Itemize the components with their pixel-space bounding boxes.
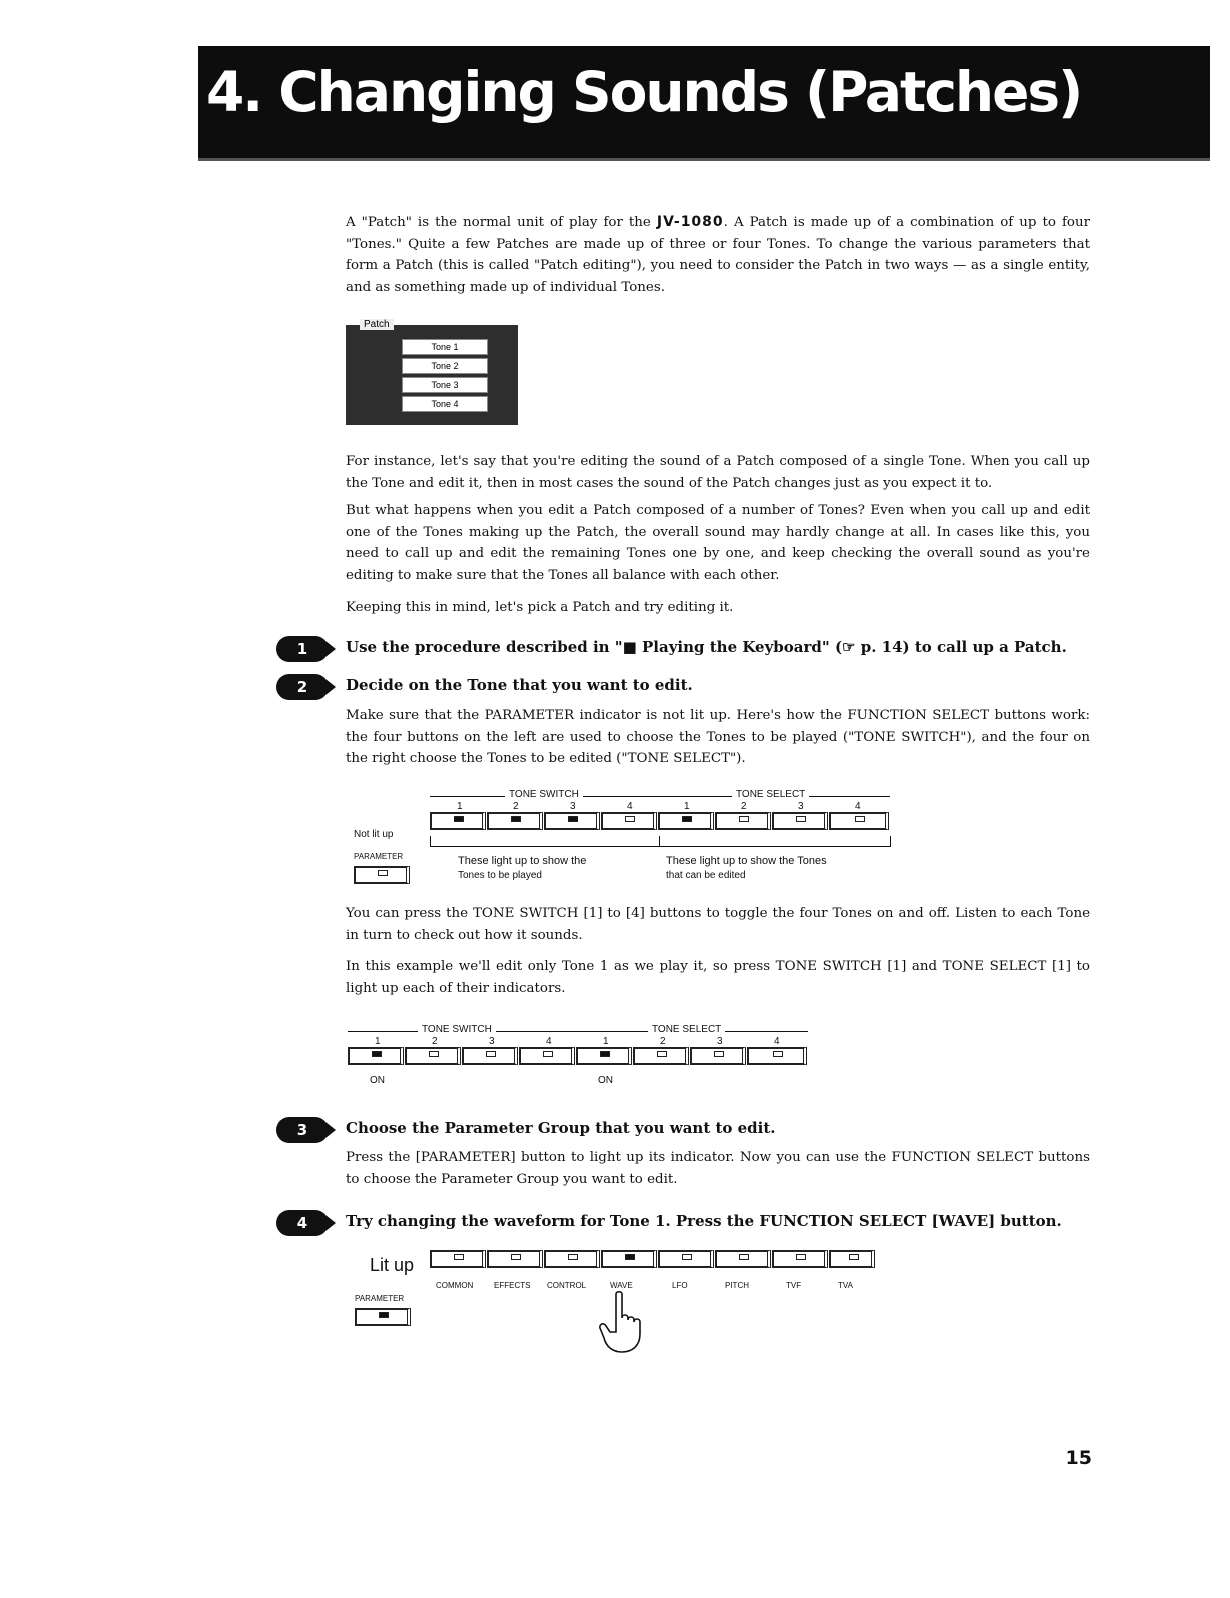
btn-num: 4 <box>774 1036 780 1047</box>
chapter-banner <box>198 46 1210 161</box>
brand-logo: JV-1080 <box>656 214 724 230</box>
paragraph-2: But what happens when you edit a Patch composed of a number of Tones? Even when you call up and edit one of the Tones making up the Patch, the overall sound may hardly change at all. In cases like this, you need to call up and edit the remaining Tones one by one, and keep checking the overall sound as you're editing to make sure that the Tones all balance with each other. <box>346 503 1090 583</box>
btn-num: 2 <box>513 801 519 812</box>
lfo-button[interactable] <box>658 1250 714 1268</box>
tone-box-2: Tone 2 <box>402 358 488 374</box>
btn-num: 2 <box>660 1036 666 1047</box>
parameter-label: PARAMETER <box>354 852 404 861</box>
btn-num: 3 <box>717 1036 723 1047</box>
btn-num: 4 <box>855 801 861 812</box>
parameter-button[interactable] <box>355 1308 411 1326</box>
patch-diagram <box>346 319 518 425</box>
step-3 <box>276 1115 328 1145</box>
group-label-wave: WAVE <box>610 1281 633 1290</box>
group-label-lfo: LFO <box>672 1281 688 1290</box>
btn-num: 3 <box>489 1036 495 1047</box>
intro-text-1: A "Patch" is the normal unit of play for the <box>346 215 657 230</box>
page-number: 15 <box>1065 1447 1092 1469</box>
tone-switch-3-button[interactable] <box>462 1047 518 1065</box>
tone-select-1-button[interactable] <box>658 812 714 830</box>
step-3-body: Press the [PARAMETER] button to light up its indicator. Now you can use the FUNCTION SELECT buttons to choose the Parameter Group you want to edit. <box>346 1150 1090 1187</box>
step-number-badge: 4 <box>276 1210 328 1236</box>
btn-num: 3 <box>798 801 804 812</box>
btn-num: 3 <box>570 801 576 812</box>
group-label-common: COMMON <box>436 1281 474 1290</box>
step-2-body: Make sure that the PARAMETER indicator is not lit up. Here's how the FUNCTION SELECT buttons work: the four buttons on the left are used to choose the Tones to be played ("TONE SWITCH"), and the four on the right choose the Tones to be edited ("TONE SELECT"). <box>346 708 1090 767</box>
tone-switch-2-button[interactable] <box>487 812 543 830</box>
effects-button[interactable] <box>487 1250 543 1268</box>
patch-label: Patch <box>360 319 394 330</box>
common-button[interactable] <box>430 1250 486 1268</box>
group-label-control: CONTROL <box>547 1281 587 1290</box>
tone-box-3: Tone 3 <box>402 377 488 393</box>
tone-select-3-button[interactable] <box>772 812 828 830</box>
tone-switch-label: TONE SWITCH <box>418 1024 496 1035</box>
intro-paragraph <box>346 212 1090 298</box>
tone-box-4: Tone 4 <box>402 396 488 412</box>
caption-left-1: These light up to show the <box>458 855 587 867</box>
on-label-right: ON <box>598 1075 613 1086</box>
step-2-body-2: You can press the TONE SWITCH [1] to [4] buttons to toggle the four Tones on and off. Listen to each Tone in turn to check out how it sounds. <box>346 906 1090 943</box>
tone-switch-1-button[interactable] <box>430 812 486 830</box>
caption-right-2: that can be edited <box>666 870 746 881</box>
tvf-button[interactable] <box>772 1250 828 1268</box>
tone-switch-2-button[interactable] <box>405 1047 461 1065</box>
group-label-tva: TVA <box>838 1281 853 1290</box>
caption-right-1: These light up to show the Tones <box>666 855 827 867</box>
step-1 <box>276 634 328 664</box>
pointing-hand-icon <box>596 1290 646 1354</box>
pitch-button[interactable] <box>715 1250 771 1268</box>
on-label-left: ON <box>370 1075 385 1086</box>
paragraph-1: For instance, let's say that you're editing the sound of a Patch composed of a single Tone. When you call up the Tone and edit it, then in most cases the sound of the Patch changes just as you expect it to. <box>346 454 1090 491</box>
tone-select-2-button[interactable] <box>715 812 771 830</box>
tone-select-4-button[interactable] <box>747 1047 807 1065</box>
step-1-heading: Use the procedure described in "■ Playing the Keyboard" (☞ p. 14) to call up a Patch. <box>346 638 1067 656</box>
step-3-heading: Choose the Parameter Group that you want to edit. <box>346 1119 776 1137</box>
btn-num: 2 <box>432 1036 438 1047</box>
bracket-top <box>348 1031 808 1033</box>
parameter-button[interactable] <box>354 866 410 884</box>
tva-button[interactable] <box>829 1250 875 1268</box>
step-number-badge: 3 <box>276 1117 328 1143</box>
step-2-body-3: In this example we'll edit only Tone 1 as we play it, so press TONE SWITCH [1] and TONE SELECT [1] to light up each of their indicators. <box>346 959 1090 996</box>
step-4 <box>276 1208 328 1238</box>
bracket-top <box>430 796 890 798</box>
caption-left-2: Tones to be played <box>458 870 542 881</box>
tone-switch-4-button[interactable] <box>601 812 657 830</box>
bracket-left <box>430 836 660 847</box>
step-number-badge: 2 <box>276 674 328 700</box>
step-4-heading: Try changing the waveform for Tone 1. Press the FUNCTION SELECT [WAVE] button. <box>346 1212 1062 1230</box>
intro-text-2: . A Patch is made up of a combination of up to four "Tones." Quite a few Patches are made up of three or four Tones. To change the various parameters that form a Patch (this is called "Patch editing"), you need to consider the Patch in two ways — as a single entity, and as something made up of individual Tones. <box>346 215 1090 295</box>
tone-switch-1-button[interactable] <box>348 1047 404 1065</box>
tone-switch-label: TONE SWITCH <box>505 789 583 800</box>
tone-select-2-button[interactable] <box>633 1047 689 1065</box>
tone-select-1-button[interactable] <box>576 1047 632 1065</box>
btn-num: 1 <box>684 801 690 812</box>
tone-box-1: Tone 1 <box>402 339 488 355</box>
wave-button[interactable] <box>601 1250 657 1268</box>
tone-select-label: TONE SELECT <box>648 1024 725 1035</box>
lit-up-label: Lit up <box>370 1255 415 1275</box>
btn-num: 1 <box>375 1036 381 1047</box>
step-number-badge: 1 <box>276 636 328 662</box>
parameter-label: PARAMETER <box>355 1294 405 1303</box>
group-label-effects: EFFECTS <box>494 1281 531 1290</box>
btn-num: 1 <box>457 801 463 812</box>
group-label-tvf: TVF <box>786 1281 802 1290</box>
btn-num: 4 <box>546 1036 552 1047</box>
tone-switch-4-button[interactable] <box>519 1047 575 1065</box>
btn-num: 1 <box>603 1036 609 1047</box>
tone-select-4-button[interactable] <box>829 812 889 830</box>
bracket-right <box>659 836 891 847</box>
chapter-title: 4. Changing Sounds (Patches) <box>206 60 1082 124</box>
tone-switch-3-button[interactable] <box>544 812 600 830</box>
control-button[interactable] <box>544 1250 600 1268</box>
step-2-heading: Decide on the Tone that you want to edit. <box>346 676 693 694</box>
tone-select-3-button[interactable] <box>690 1047 746 1065</box>
btn-num: 2 <box>741 801 747 812</box>
tone-select-label: TONE SELECT <box>732 789 809 800</box>
not-lit-up-label: Not lit up <box>354 829 394 840</box>
group-label-pitch: PITCH <box>725 1281 749 1290</box>
paragraph-3: Keeping this in mind, let's pick a Patch and try editing it. <box>346 600 734 615</box>
btn-num: 4 <box>627 801 633 812</box>
step-2 <box>276 672 328 702</box>
